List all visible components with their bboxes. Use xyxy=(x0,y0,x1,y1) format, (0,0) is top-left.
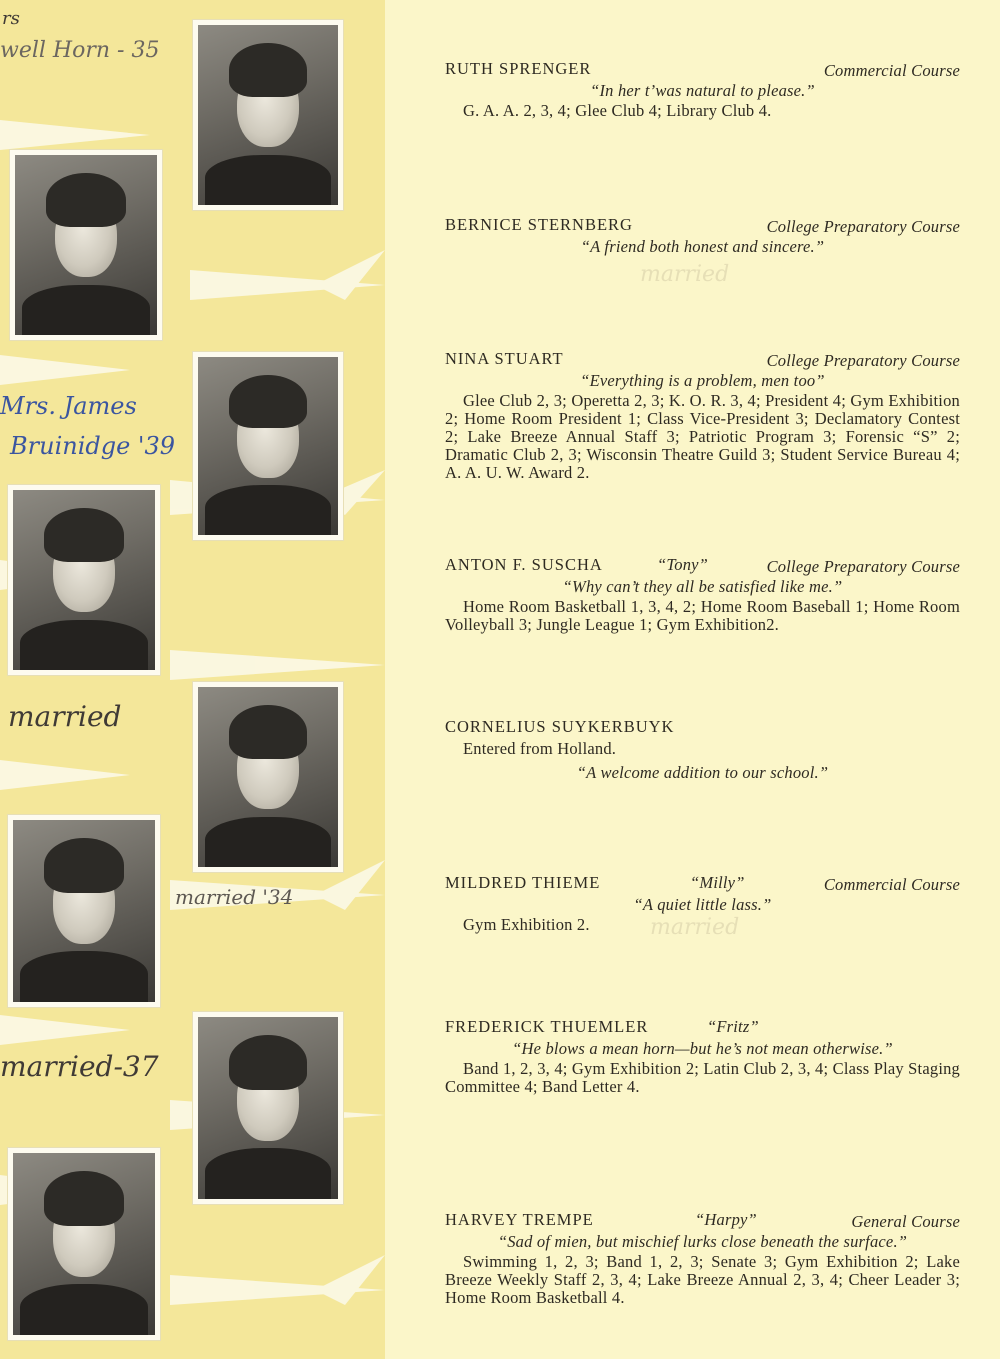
student-activities: Swimming 1, 2, 3; Band 1, 2, 3; Senate 3; Gym Exhibition 2; Lake Breeze Weekly Staff 2, 3, 4; Lake Breeze Annual 2, 3, 4; Cheer Leader 3; Home Room Basketball 4. xyxy=(445,1252,960,1307)
student-course: Commercial Course xyxy=(823,875,960,894)
student-name: MILDRED THIEME xyxy=(445,873,601,892)
student-quote: “Why can’t they all be satisfied like me.” xyxy=(562,577,843,596)
student-name: RUTH SPRENGER xyxy=(445,59,592,78)
student-entry xyxy=(445,350,960,482)
photo-harvey-trempe xyxy=(8,1148,160,1340)
student-name: NINA STUART xyxy=(445,349,564,368)
student-quote: “A friend both honest and sincere.” xyxy=(580,237,825,256)
student-entry xyxy=(445,60,960,120)
student-quote: “In her t’was natural to please.” xyxy=(590,81,815,100)
student-activities: Band 1, 2, 3, 4; Gym Exhibition 2; Latin Club 2, 3, 4; Class Play Staging Committee 4; Band Letter 4. xyxy=(445,1059,960,1096)
photo-cornelius-suykerbuyk xyxy=(193,682,343,872)
student-quote: “Sad of mien, but mischief lurks close beneath the surface.” xyxy=(497,1232,908,1251)
student-entry xyxy=(445,1018,960,1096)
student-entry xyxy=(445,216,960,258)
student-course: College Preparatory Course xyxy=(766,557,960,576)
student-name: ANTON F. SUSCHA xyxy=(445,555,603,574)
student-quote: “He blows a mean horn—but he’s not mean otherwise.” xyxy=(512,1039,893,1058)
student-nickname: “Tony” xyxy=(657,555,709,574)
handwriting-top-left-2: well Horn - 35 xyxy=(0,38,160,63)
student-course: College Preparatory Course xyxy=(766,217,960,236)
handwriting-married: married xyxy=(8,700,122,733)
handwriting-mrs-james: Mrs. James xyxy=(0,392,137,420)
photo-frederick-thuemler xyxy=(193,1012,343,1204)
student-name: HARVEY TREMPE xyxy=(445,1210,594,1229)
student-entered-note: Entered from Holland. xyxy=(463,739,617,758)
photo-nina-stuart xyxy=(193,352,343,540)
photo-bernice-sternberg xyxy=(10,150,162,340)
student-activities: G. A. A. 2, 3, 4; Glee Club 4; Library Club 4. xyxy=(463,101,772,120)
student-quote: “A welcome addition to our school.” xyxy=(576,763,829,782)
student-quote: “Everything is a problem, men too” xyxy=(580,371,825,390)
handwriting-married-34: married '34 xyxy=(175,885,294,909)
student-nickname: “Fritz” xyxy=(707,1017,759,1036)
student-course: Commercial Course xyxy=(823,61,960,80)
handwriting-bruinidge: Bruinidge '39 xyxy=(10,432,176,460)
photo-mildred-thieme xyxy=(8,815,160,1007)
student-course: College Preparatory Course xyxy=(766,351,960,370)
handwriting-top-left-1: rs xyxy=(2,8,20,29)
handwriting-faint-married-sternberg: married xyxy=(640,262,730,287)
student-name: CORNELIUS SUYKERBUYK xyxy=(445,717,675,736)
student-name: FREDERICK THUEMLER xyxy=(445,1017,649,1036)
student-entry xyxy=(445,1211,960,1307)
student-activities: Home Room Basketball 1, 3, 4, 2; Home Room Baseball 1; Home Room Volleyball 3; Jungle League 1; Gym Exhibition2. xyxy=(445,597,960,634)
student-quote: “A quiet little lass.” xyxy=(633,895,772,914)
handwriting-married-37: married-37 xyxy=(0,1050,159,1083)
handwriting-faint-married-thieme: married xyxy=(650,915,740,940)
photo-anton-suscha xyxy=(8,485,160,675)
student-course: General Course xyxy=(851,1212,960,1231)
student-name: BERNICE STERNBERG xyxy=(445,215,633,234)
student-activities: Glee Club 2, 3; Operetta 2, 3; K. O. R. 3, 4; President 4; Gym Exhibition 2; Home Room President 1; Class Vice-President 3; Declamatory Contest 2; Lake Breeze Annual Staff 3; Patriotic Program 3; Forensic “S” 2; Dramatic Club 2, 3; Wisconsin Theatre Guild 3; Student Service Bureau 4; A. A. U. W. Award 2. xyxy=(445,391,960,482)
photo-ruth-sprenger xyxy=(193,20,343,210)
student-entry xyxy=(445,874,960,934)
student-entry xyxy=(445,718,960,784)
student-activities: Gym Exhibition 2. xyxy=(463,915,590,934)
student-nickname: “Milly” xyxy=(690,873,745,892)
student-entry xyxy=(445,556,960,634)
student-nickname: “Harpy” xyxy=(695,1210,757,1229)
